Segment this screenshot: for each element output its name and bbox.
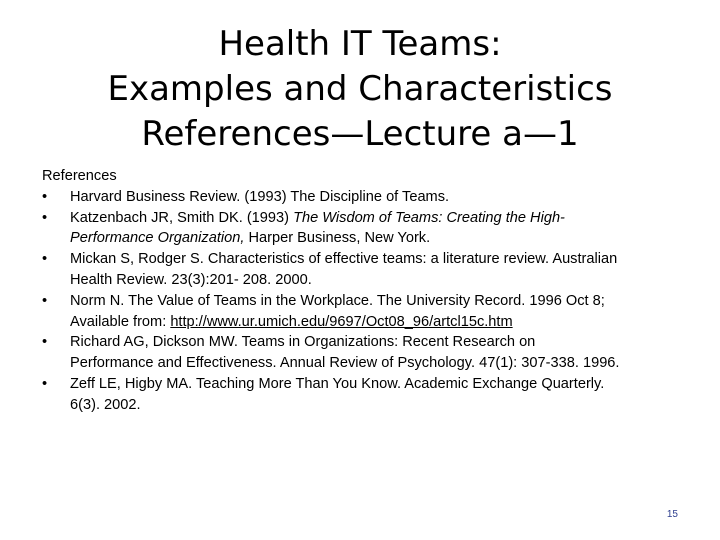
- reference-item: [42, 249, 682, 291]
- bullet-icon: •: [42, 292, 48, 309]
- reference-item: [42, 332, 682, 374]
- page-number: 15: [666, 509, 678, 520]
- reference-text: Norm N. The Value of Teams in the Workplace. The University Record. 1996 Oct 8;: [70, 292, 605, 309]
- reference-publisher-text: Harper Business, New York.: [244, 230, 431, 247]
- title-line-1: Health IT Teams:: [218, 24, 502, 64]
- reference-book-title-cont: Performance Organization,: [70, 230, 245, 247]
- bullet-icon: •: [42, 334, 48, 351]
- reference-author-text: Katzenbach JR, Smith DK. (1993): [70, 209, 294, 226]
- reference-text: 6(3). 2002.: [70, 396, 141, 413]
- reference-text: Harvard Business Review. (1993) The Discipline of Teams.: [70, 188, 450, 205]
- bullet-icon: •: [42, 375, 48, 392]
- reference-text: [70, 228, 682, 249]
- references-section: [42, 166, 682, 416]
- bullet-icon: •: [42, 188, 48, 205]
- reference-url-link[interactable]: http://www.ur.umich.edu/9697/Oct08_96/artcl15c.htm: [170, 313, 513, 330]
- bullet-icon: •: [42, 209, 48, 226]
- title-line-2: Examples and Characteristics: [107, 69, 613, 109]
- slide-title: [40, 22, 680, 157]
- reference-item: [42, 374, 682, 416]
- reference-text: Health Review. 23(3):201- 208. 2000.: [70, 271, 312, 288]
- reference-text: Richard AG, Dickson MW. Teams in Organizations: Recent Research on: [70, 334, 536, 351]
- reference-text: [70, 208, 682, 229]
- reference-item: [42, 208, 682, 250]
- reference-item: [42, 291, 682, 333]
- reference-book-title: The Wisdom of Teams: Creating the High-: [293, 209, 565, 226]
- bullet-icon: •: [42, 251, 48, 268]
- reference-text: Zeff LE, Higby MA. Teaching More Than You Know. Academic Exchange Quarterly.: [70, 375, 605, 392]
- reference-text: Mickan S, Rodger S. Characteristics of effective teams: a literature review. Australian: [70, 251, 618, 268]
- references-list: [42, 187, 682, 416]
- reference-item: [42, 187, 682, 208]
- title-line-3: References—Lecture a—1: [141, 114, 579, 154]
- reference-text: Performance and Effectiveness. Annual Review of Psychology. 47(1): 307-338. 1996.: [70, 355, 620, 372]
- reference-text: [70, 312, 682, 333]
- references-heading: References: [42, 168, 117, 184]
- reference-available-label: Available from:: [70, 313, 171, 330]
